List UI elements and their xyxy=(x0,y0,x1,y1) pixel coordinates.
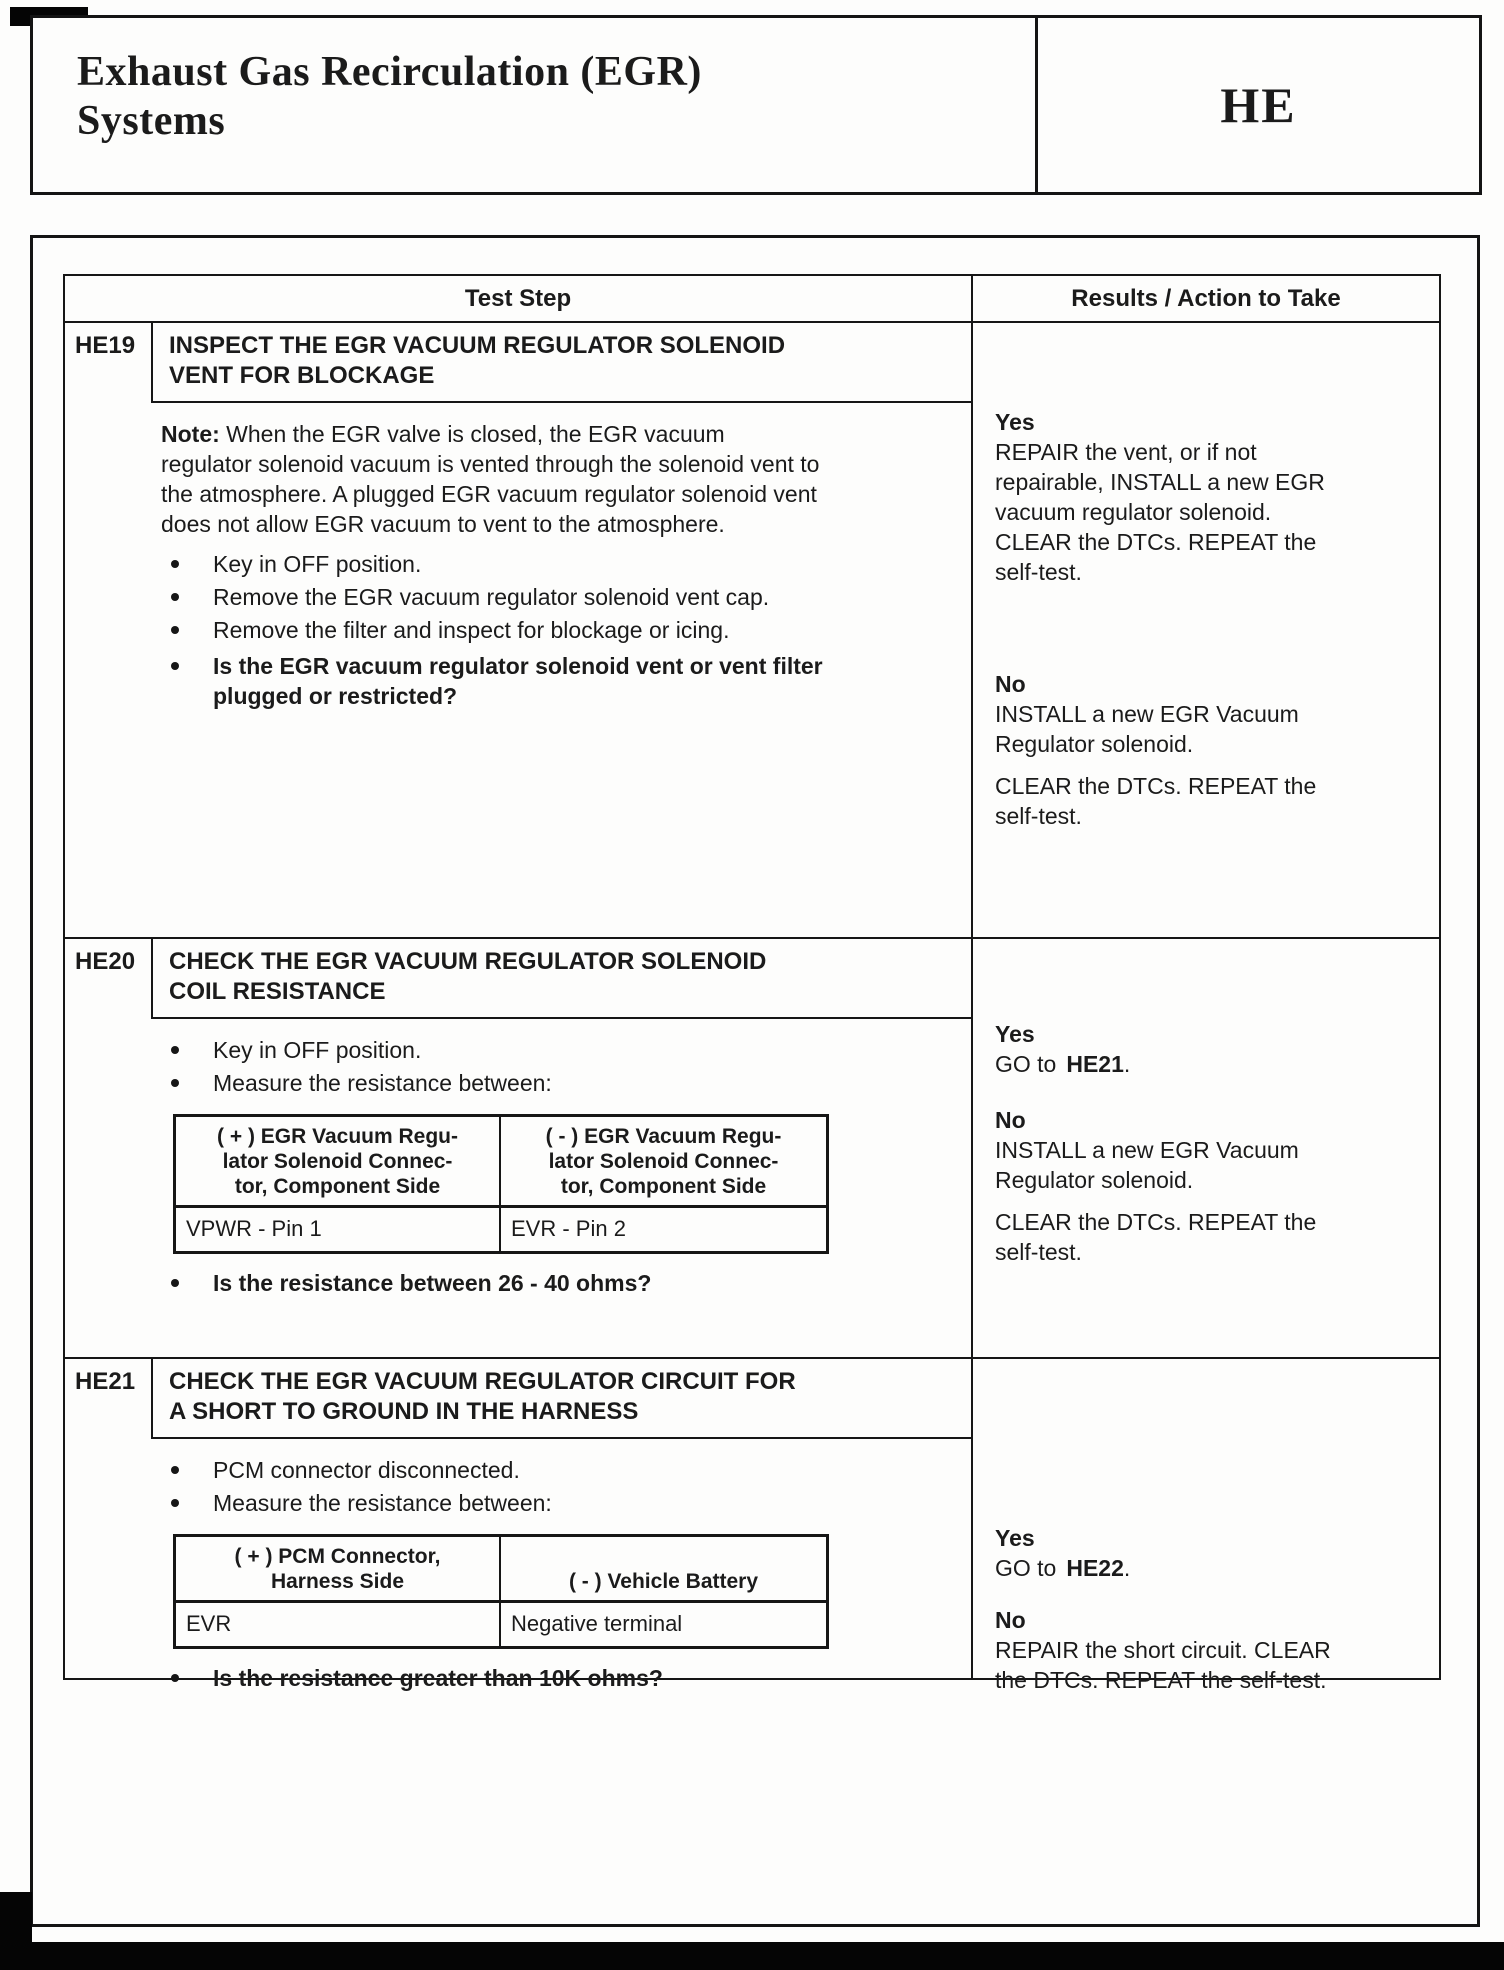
list-item xyxy=(171,1488,915,1518)
step-title-line1: CHECK THE EGR VACUUM REGULATOR SOLENOID xyxy=(169,948,767,975)
connector-measurement-table xyxy=(173,1534,829,1649)
test-question xyxy=(171,1268,915,1298)
no-block xyxy=(995,669,1421,831)
list-item-text: Key in OFF position. xyxy=(213,1037,422,1063)
no-action-text: CLEAR the DTCs. REPEAT the self-test. xyxy=(995,773,1317,829)
list-item xyxy=(171,1035,915,1065)
document-title xyxy=(33,18,1035,192)
yes-action-text: CLEAR the DTCs. REPEAT the self-test. xyxy=(995,529,1317,585)
no-action-text: INSTALL a new EGR Vacuum Regulator solenoid. xyxy=(995,701,1299,757)
no-action-text: CLEAR the DTCs. REPEAT the self-test. xyxy=(995,1209,1317,1265)
step-he21 xyxy=(65,1359,1439,1693)
column-header-test-step: Test Step xyxy=(65,276,973,321)
no-label: No xyxy=(995,1607,1026,1633)
list-item xyxy=(171,615,915,645)
header-line: ( - ) Vehicle Battery xyxy=(568,1570,759,1593)
go-to-prefix: GO to xyxy=(995,1051,1057,1077)
no-label: No xyxy=(995,1107,1026,1133)
list-item xyxy=(171,1068,915,1098)
connector-measurement-table xyxy=(173,1114,829,1254)
step-title-line1: INSPECT THE EGR VACUUM REGULATOR SOLENOID xyxy=(169,332,786,359)
no-action-text: INSTALL a new EGR Vacuum Regulator solenoid. xyxy=(995,1137,1299,1193)
connector-positive-header xyxy=(176,1537,501,1600)
document-title-line2: Systems xyxy=(77,98,226,144)
connector-negative-pin: EVR - Pin 2 xyxy=(511,1216,626,1241)
note-label: Note: xyxy=(161,421,220,447)
step-title-line1: CHECK THE EGR VACUUM REGULATOR CIRCUIT FOR xyxy=(169,1368,796,1395)
scan-artifact-bottom-bar xyxy=(0,1942,1504,1970)
list-item-text: PCM connector disconnected. xyxy=(213,1457,520,1483)
go-to-prefix: GO to xyxy=(995,1555,1057,1581)
test-question-text: Is the EGR vacuum regulator solenoid vent or vent filter plugged or restricted? xyxy=(213,653,823,709)
step-id: HE21 xyxy=(65,1359,153,1439)
step-title-line2: COIL RESISTANCE xyxy=(169,978,386,1005)
step-id: HE19 xyxy=(65,323,153,403)
list-item-text: Measure the resistance between: xyxy=(213,1070,552,1096)
connector-table-header xyxy=(176,1537,826,1603)
note-paragraph xyxy=(161,419,821,539)
page-header xyxy=(30,15,1482,195)
test-question xyxy=(171,651,915,711)
step-he21-results-column xyxy=(973,1359,1439,1693)
no-block xyxy=(995,1605,1421,1695)
procedure-list xyxy=(171,549,915,711)
header-line: ( - ) EGR Vacuum Regu- xyxy=(545,1125,782,1148)
step-he20-body xyxy=(65,1019,971,1301)
yes-action-text xyxy=(995,1049,1349,1079)
yes-action-text: REPAIR the vent, or if not repairable, INSTALL a new EGR vacuum regulator solenoid. xyxy=(995,439,1325,525)
yes-label: Yes xyxy=(995,409,1035,435)
yes-label: Yes xyxy=(995,1525,1035,1551)
go-to-suffix: . xyxy=(1123,1555,1131,1581)
list-item-text: Measure the resistance between: xyxy=(213,1490,552,1516)
question-list xyxy=(171,1663,915,1693)
step-he20 xyxy=(65,939,1439,1359)
go-to-suffix: . xyxy=(1123,1051,1131,1077)
step-title xyxy=(153,323,971,403)
header-line: tor, Component Side xyxy=(560,1175,767,1198)
step-he19-results-column xyxy=(973,323,1439,937)
test-question-text: Is the resistance greater than 10K ohms? xyxy=(213,1665,663,1691)
connector-table-header xyxy=(176,1117,826,1208)
step-he20-results-column xyxy=(973,939,1439,1357)
step-title xyxy=(153,1359,971,1439)
no-block xyxy=(995,1105,1421,1267)
header-line: lator Solenoid Connec- xyxy=(222,1150,453,1173)
question-list xyxy=(171,1268,915,1298)
connector-negative-pin: Negative terminal xyxy=(511,1611,683,1636)
step-id: HE20 xyxy=(65,939,153,1019)
no-label: No xyxy=(995,671,1026,697)
procedure-list xyxy=(171,1455,915,1518)
connector-negative-header xyxy=(501,1117,826,1205)
go-to-target: HE21 xyxy=(1066,1051,1124,1077)
go-to-target: HE22 xyxy=(1066,1555,1124,1581)
document-title-line1: Exhaust Gas Recirculation (EGR) xyxy=(77,49,702,95)
step-he19 xyxy=(65,323,1439,939)
list-item xyxy=(171,1455,915,1485)
step-he19-body xyxy=(65,403,971,714)
content-frame xyxy=(30,235,1480,1927)
section-code: HE xyxy=(1035,18,1479,192)
yes-action-text xyxy=(995,1553,1349,1583)
header-line: ( + ) PCM Connector, xyxy=(234,1545,441,1568)
step-he20-test-column xyxy=(65,939,973,1357)
step-he21-test-column xyxy=(65,1359,973,1691)
test-question xyxy=(171,1663,915,1693)
step-he21-body xyxy=(65,1439,971,1696)
header-line: Harness Side xyxy=(270,1570,405,1593)
connector-positive-header xyxy=(176,1117,501,1205)
header-line: lator Solenoid Connec- xyxy=(548,1150,779,1173)
connector-table-row xyxy=(176,1603,826,1646)
step-title-line2: A SHORT TO GROUND IN THE HARNESS xyxy=(169,1398,639,1425)
list-item-text: Remove the EGR vacuum regulator solenoid vent cap. xyxy=(213,584,770,610)
step-he19-title-row xyxy=(65,323,971,403)
pinpoint-test-table xyxy=(63,274,1441,1693)
table-header-row xyxy=(65,276,1439,323)
header-line: tor, Component Side xyxy=(234,1175,441,1198)
step-he19-test-column xyxy=(65,323,973,937)
list-item-text: Key in OFF position. xyxy=(213,551,422,577)
yes-label: Yes xyxy=(995,1021,1035,1047)
note-text: When the EGR valve is closed, the EGR vacuum regulator solenoid vacuum is vented through the solenoid vent to the atmosphere. A plugged EGR vacuum regulator solenoid vent does not allow EGR vacuum to vent to the atmosphere. xyxy=(161,421,820,537)
no-action-text: REPAIR the short circuit. CLEAR the DTCs. REPEAT the self-test. xyxy=(995,1637,1331,1693)
step-he20-title-row xyxy=(65,939,971,1019)
connector-table-row xyxy=(176,1208,826,1251)
scan-artifact-bottom-left xyxy=(0,1892,32,1942)
column-header-results: Results / Action to Take xyxy=(1071,284,1341,312)
procedure-list xyxy=(171,1035,915,1098)
connector-positive-pin: EVR xyxy=(176,1603,501,1646)
step-title xyxy=(153,939,971,1019)
step-title-line2: VENT FOR BLOCKAGE xyxy=(169,362,435,389)
connector-negative-header xyxy=(501,1537,826,1600)
list-item xyxy=(171,582,915,612)
test-question-text: Is the resistance between 26 - 40 ohms? xyxy=(213,1270,652,1296)
header-line: ( + ) EGR Vacuum Regu- xyxy=(217,1125,458,1148)
step-he21-title-row xyxy=(65,1359,971,1439)
list-item xyxy=(171,549,915,579)
list-item-text: Remove the filter and inspect for blockage or icing. xyxy=(213,617,730,643)
connector-positive-pin: VPWR - Pin 1 xyxy=(176,1208,501,1251)
